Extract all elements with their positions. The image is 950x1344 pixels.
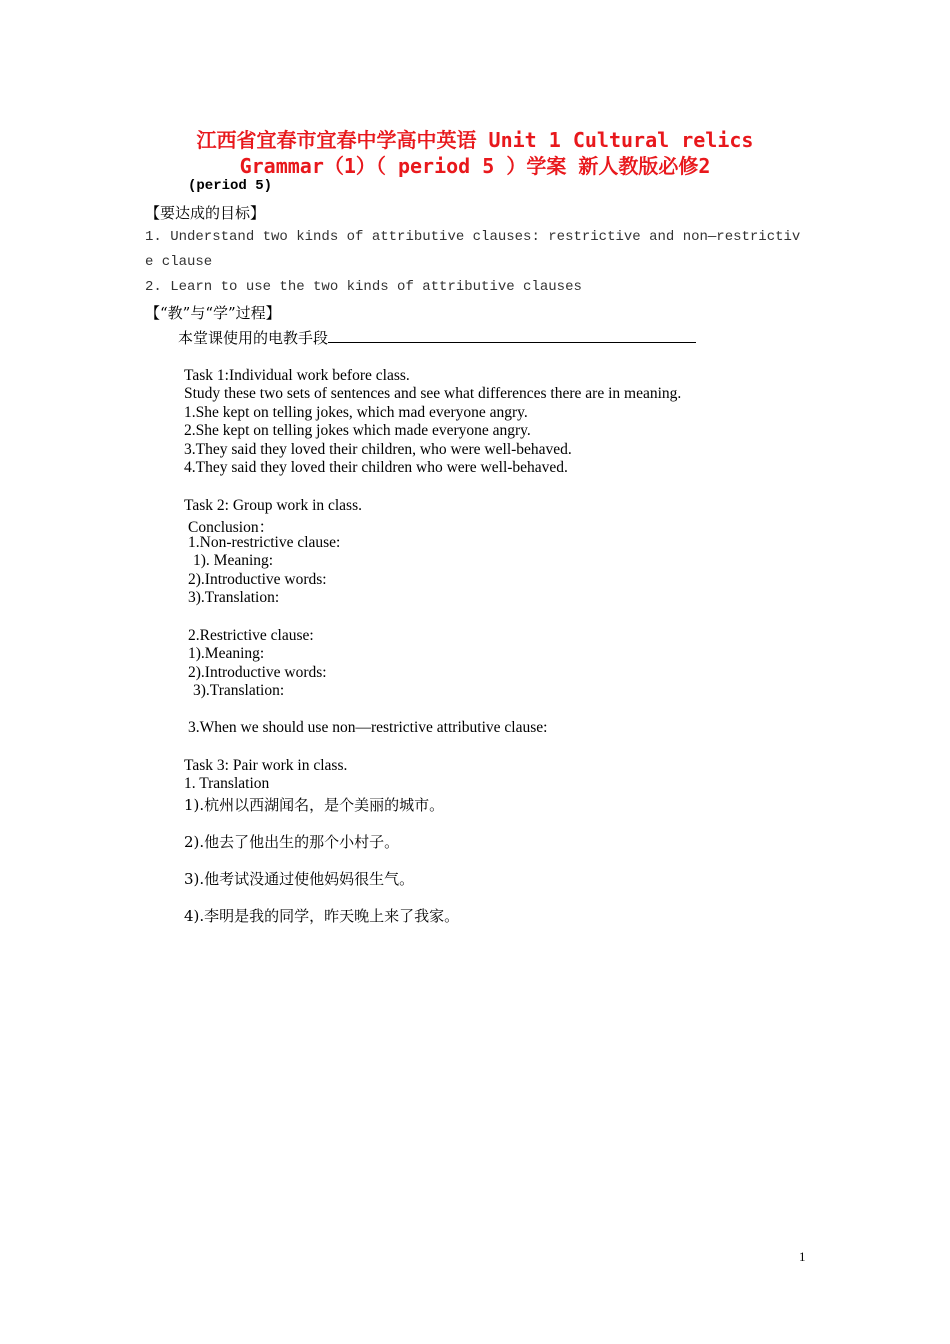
nonrestrictive-intro-words: 2).Introductive words: <box>188 571 327 588</box>
task1-instruction: Study these two sets of sentences and see what differences there are in meaning. <box>184 385 682 402</box>
task1-sentence: 2.She kept on telling jokes which made everyone angry. <box>184 422 531 439</box>
translation-item: 4).李明是我的同学，昨天晚上来了我家。 <box>184 907 460 925</box>
task1-sentence: 3.They said they loved their children, who were well-behaved. <box>184 441 572 458</box>
task3-subtitle: 1. Translation <box>184 775 270 792</box>
media-line <box>178 327 696 348</box>
restrictive-translation: 3).Translation: <box>193 682 285 699</box>
task2-title: Task 2: Group work in class. <box>184 497 363 514</box>
process-heading: 【“教”与“学”过程】 <box>145 304 281 322</box>
task3-title: Task 3: Pair work in class. <box>184 757 348 774</box>
nonrestrictive-meaning: 1). Meaning: <box>193 552 274 569</box>
objective-1-line-1: 1. Understand two kinds of attributive clauses: restrictive and non—restrictiv <box>145 229 801 245</box>
media-blank <box>328 329 696 343</box>
document-title-line-2: Grammar（1）（ period 5 ）学案 新人教版必修2 <box>239 154 711 178</box>
document-title-line-1: 江西省宜春市宜春中学高中英语 Unit 1 Cultural relics <box>196 128 754 152</box>
translation-item: 2).他去了他出生的那个小村子。 <box>184 833 400 851</box>
objective-1-line-2: e clause <box>145 254 213 270</box>
task1-title: Task 1:Individual work before class. <box>184 367 410 384</box>
when-use-heading: 3.When we should use non—restrictive attributive clause: <box>188 719 548 736</box>
translation-item: 1).杭州以西湖闻名，是个美丽的城市。 <box>184 796 445 814</box>
restrictive-heading: 2.Restrictive clause: <box>188 627 314 644</box>
task1-sentence: 1.She kept on telling jokes, which mad everyone angry. <box>184 404 528 421</box>
page-number: 1 <box>799 1249 806 1264</box>
objective-2: 2. Learn to use the two kinds of attributive clauses <box>145 279 582 295</box>
translation-item: 3).他考试没通过使他妈妈很生气。 <box>184 870 415 888</box>
nonrestrictive-heading: 1.Non-restrictive clause: <box>188 534 341 551</box>
period-label: (period 5) <box>188 178 273 194</box>
task1-sentence: 4.They said they loved their children who were well-behaved. <box>184 459 568 476</box>
task2-conclusion: Conclusion： <box>188 519 275 536</box>
nonrestrictive-translation: 3).Translation: <box>188 589 280 606</box>
restrictive-intro-words: 2).Introductive words: <box>188 664 327 681</box>
restrictive-meaning: 1).Meaning: <box>188 645 265 662</box>
media-label: 本堂课使用的电教手段 <box>178 329 329 347</box>
objectives-heading: 【要达成的目标】 <box>145 204 266 222</box>
